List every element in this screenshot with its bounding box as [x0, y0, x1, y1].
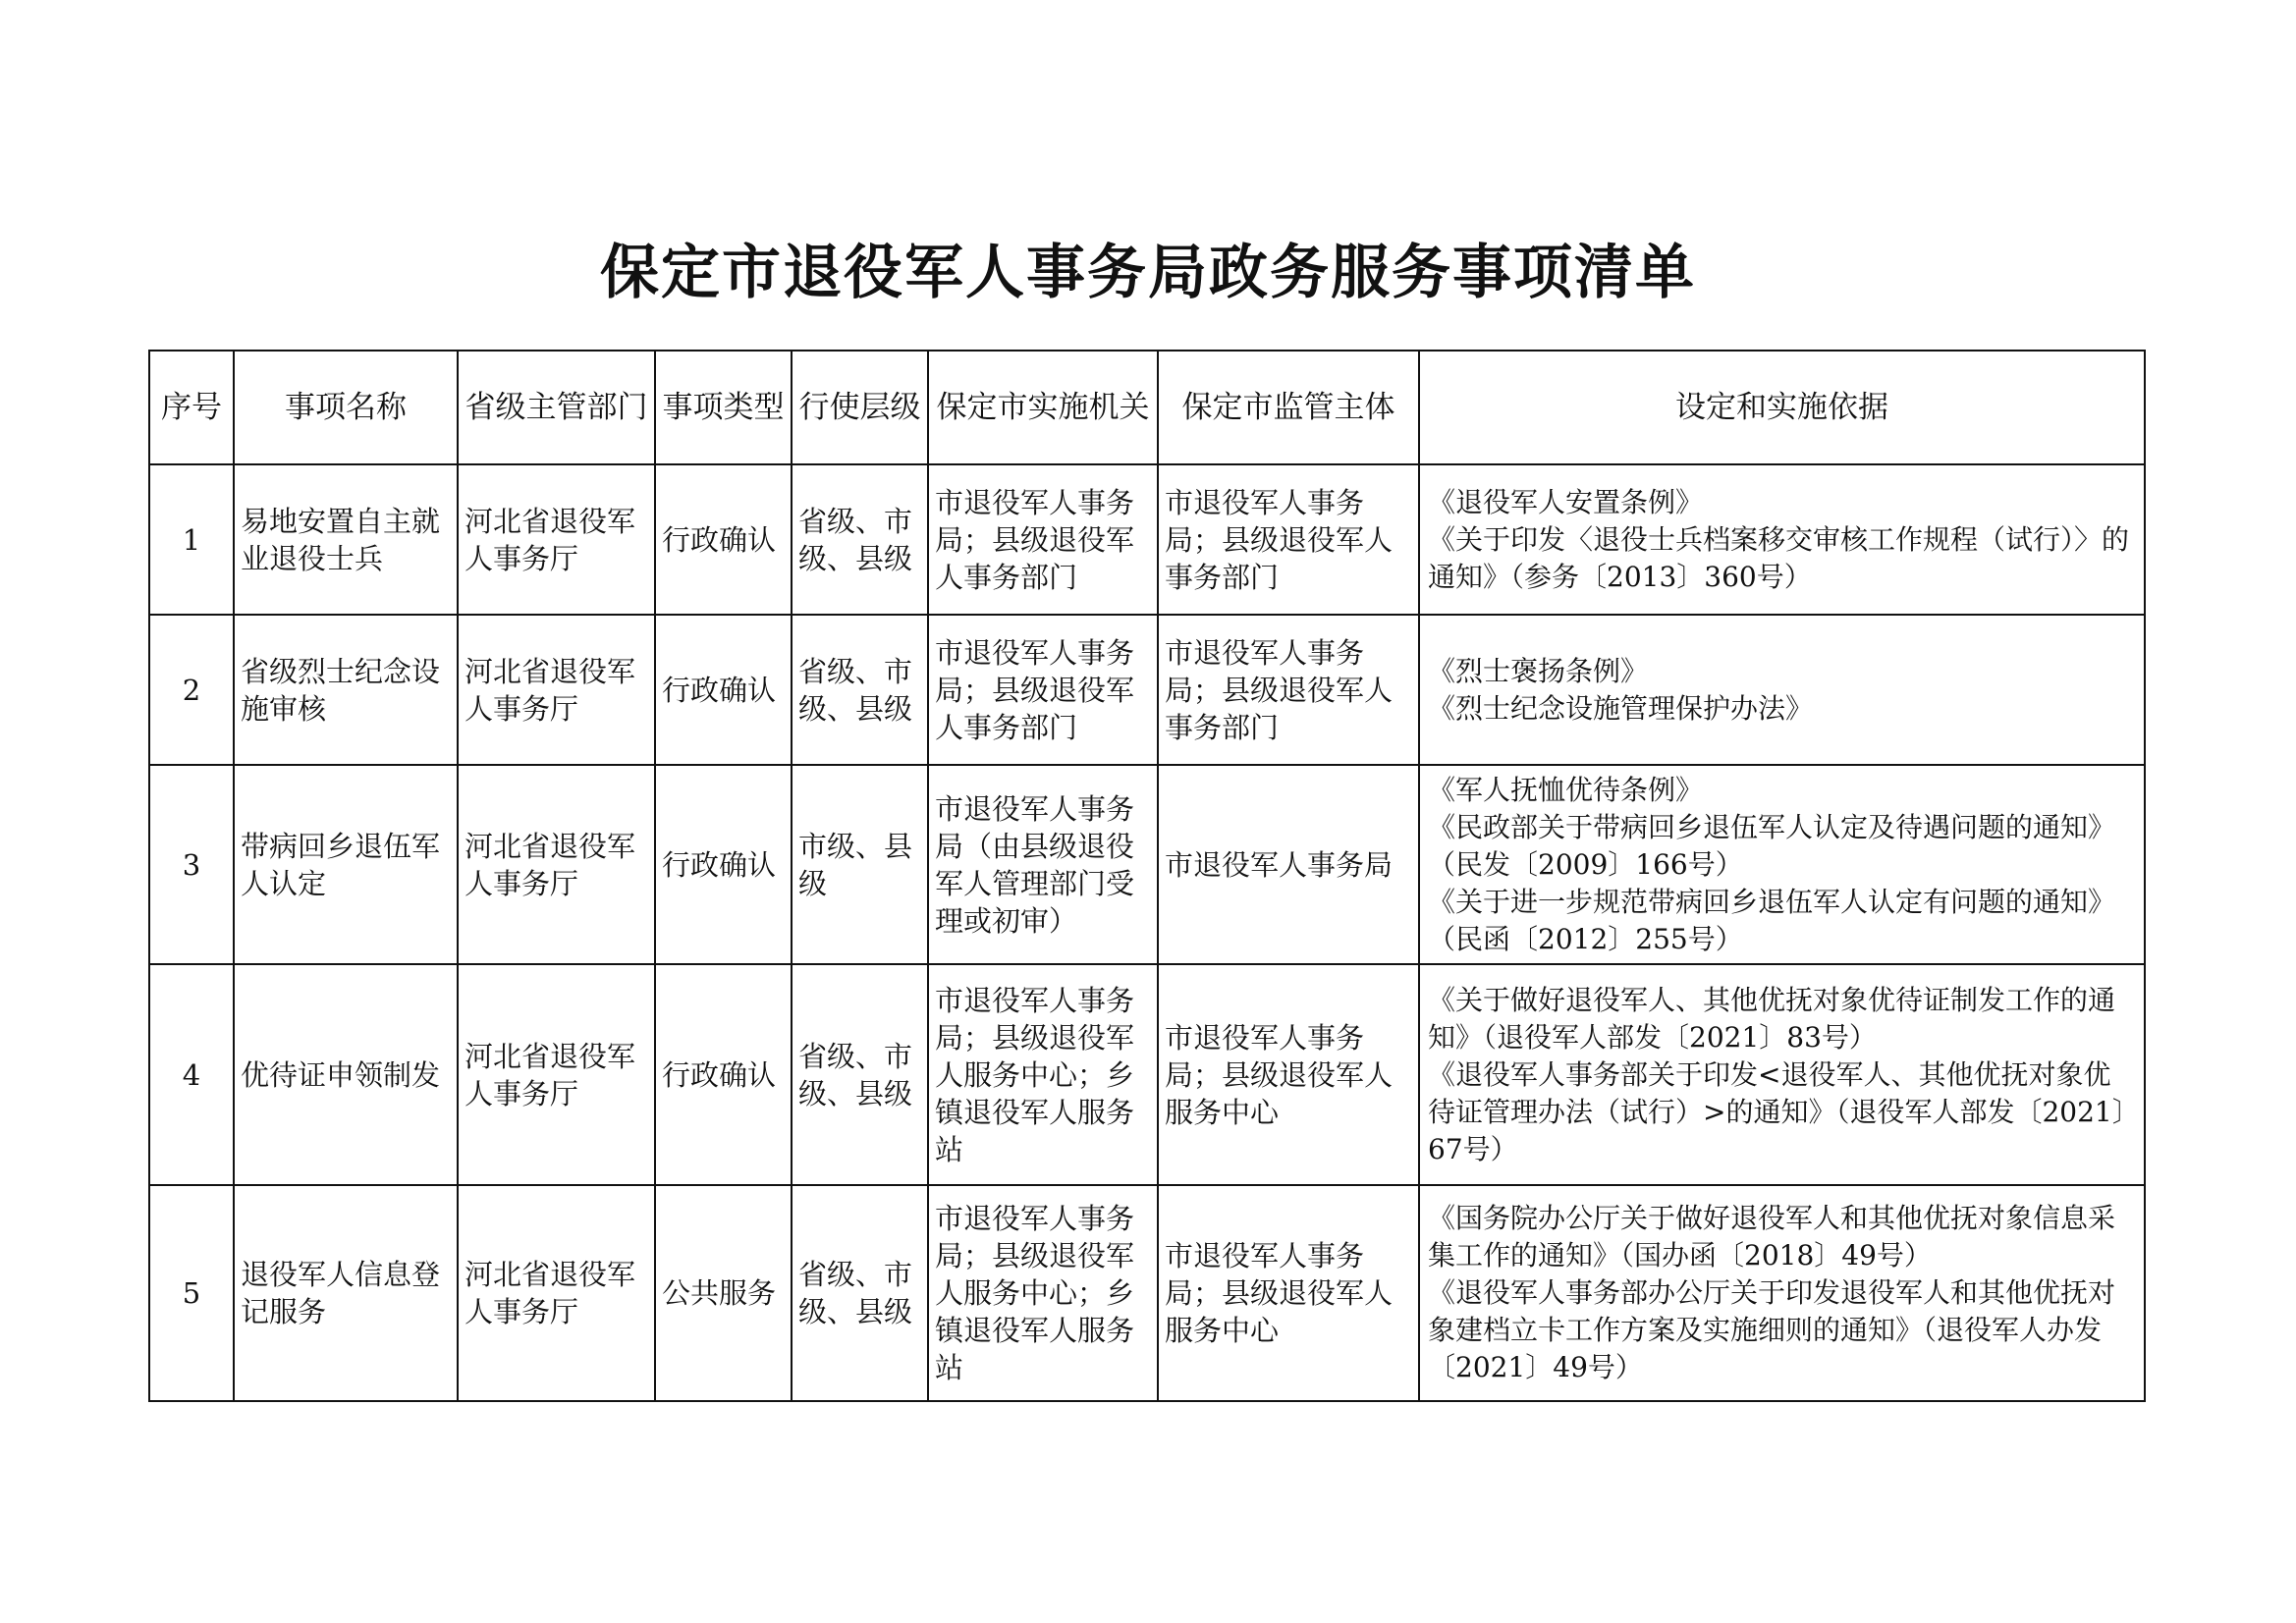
cell-legal-basis — [1419, 1185, 2145, 1401]
cell-item-name: 带病回乡退伍军人认定 — [234, 765, 458, 964]
cell-implementing-agency: 市退役军人事务局；县级退役军人服务中心；乡镇退役军人服务站 — [928, 1185, 1158, 1401]
cell-index: 2 — [149, 615, 234, 765]
cell-implementing-agency: 市退役军人事务局（由县级退役军人管理部门受理或初审） — [928, 765, 1158, 964]
basis-line: 《关于做好退役军人、其他优抚对象优待证制发工作的通知》（退役军人部发〔2021〕83号） — [1428, 983, 2116, 1054]
header-implementing-agency: 保定市实施机关 — [928, 351, 1158, 464]
basis-line: 《烈士纪念设施管理保护办法》 — [1428, 691, 1814, 725]
table-row — [149, 964, 2145, 1185]
cell-exercise-level: 省级、市级、县级 — [792, 1185, 928, 1401]
cell-item-name: 省级烈士纪念设施审核 — [234, 615, 458, 765]
header-legal-basis: 设定和实施依据 — [1419, 351, 2145, 464]
cell-provincial-dept: 河北省退役军人事务厅 — [458, 1185, 655, 1401]
basis-line: 《民政部关于带病回乡退伍军人认定及待遇问题的通知》（民发〔2009〕166号） — [1428, 810, 2116, 881]
cell-exercise-level: 省级、市级、县级 — [792, 464, 928, 615]
basis-line: 《烈士褒扬条例》 — [1428, 654, 1649, 687]
basis-line: 《军人抚恤优待条例》 — [1428, 773, 1704, 806]
cell-supervising-body: 市退役军人事务局；县级退役军人事务部门 — [1158, 464, 1419, 615]
cell-item-name: 易地安置自主就业退役士兵 — [234, 464, 458, 615]
header-index: 序号 — [149, 351, 234, 464]
basis-line: 《退役军人事务部关于印发<退役军人、其他优抚对象优待证管理办法（试行）>的通知》（退役军人部发〔2021〕67号） — [1428, 1057, 2126, 1165]
cell-item-type: 行政确认 — [655, 765, 792, 964]
cell-supervising-body: 市退役军人事务局；县级退役军人服务中心 — [1158, 1185, 1419, 1401]
cell-index: 5 — [149, 1185, 234, 1401]
service-items-table — [148, 350, 2146, 1402]
header-item-type: 事项类型 — [655, 351, 792, 464]
header-supervising-body: 保定市监管主体 — [1158, 351, 1419, 464]
cell-legal-basis — [1419, 464, 2145, 615]
cell-item-name: 优待证申领制发 — [234, 964, 458, 1185]
cell-legal-basis — [1419, 765, 2145, 964]
cell-legal-basis — [1419, 615, 2145, 765]
table-header-row — [149, 351, 2145, 464]
basis-line: 《退役军人安置条例》 — [1428, 485, 1704, 518]
cell-exercise-level: 省级、市级、县级 — [792, 615, 928, 765]
cell-implementing-agency: 市退役军人事务局；县级退役军人事务部门 — [928, 464, 1158, 615]
header-item-name: 事项名称 — [234, 351, 458, 464]
cell-provincial-dept: 河北省退役军人事务厅 — [458, 464, 655, 615]
table-row — [149, 615, 2145, 765]
table-row — [149, 464, 2145, 615]
header-exercise-level: 行使层级 — [792, 351, 928, 464]
cell-item-type: 行政确认 — [655, 964, 792, 1185]
page-title: 保定市退役军人事务局政务服务事项清单 — [600, 239, 1696, 307]
cell-supervising-body: 市退役军人事务局；县级退役军人事务部门 — [1158, 615, 1419, 765]
cell-implementing-agency: 市退役军人事务局；县级退役军人服务中心；乡镇退役军人服务站 — [928, 964, 1158, 1185]
cell-supervising-body: 市退役军人事务局 — [1158, 765, 1419, 964]
cell-item-type: 公共服务 — [655, 1185, 792, 1401]
cell-implementing-agency: 市退役军人事务局；县级退役军人事务部门 — [928, 615, 1158, 765]
cell-index: 3 — [149, 765, 234, 964]
header-provincial-dept: 省级主管部门 — [458, 351, 655, 464]
cell-supervising-body: 市退役军人事务局；县级退役军人服务中心 — [1158, 964, 1419, 1185]
cell-provincial-dept: 河北省退役军人事务厅 — [458, 615, 655, 765]
basis-line: 《关于进一步规范带病回乡退伍军人认定有问题的通知》（民函〔2012〕255号） — [1428, 885, 2116, 955]
cell-item-type: 行政确认 — [655, 615, 792, 765]
cell-index: 4 — [149, 964, 234, 1185]
cell-exercise-level: 省级、市级、县级 — [792, 964, 928, 1185]
cell-provincial-dept: 河北省退役军人事务厅 — [458, 964, 655, 1185]
basis-line: 《国务院办公厅关于做好退役军人和其他优抚对象信息采集工作的通知》（国办函〔2018〕49号） — [1428, 1202, 2116, 1271]
cell-index: 1 — [149, 464, 234, 615]
table-row — [149, 765, 2145, 964]
cell-item-name: 退役军人信息登记服务 — [234, 1185, 458, 1401]
basis-line: 《退役军人事务部办公厅关于印发退役军人和其他优抚对象建档立卡工作方案及实施细则的通知》（退役军人办发〔2021〕49号） — [1428, 1276, 2116, 1383]
cell-provincial-dept: 河北省退役军人事务厅 — [458, 765, 655, 964]
cell-item-type: 行政确认 — [655, 464, 792, 615]
cell-legal-basis — [1419, 964, 2145, 1185]
table-row — [149, 1185, 2145, 1401]
cell-exercise-level: 市级、县级 — [792, 765, 928, 964]
basis-line: 《关于印发〈退役士兵档案移交审核工作规程（试行）〉的通知》（参务〔2013〕360号） — [1428, 522, 2130, 593]
